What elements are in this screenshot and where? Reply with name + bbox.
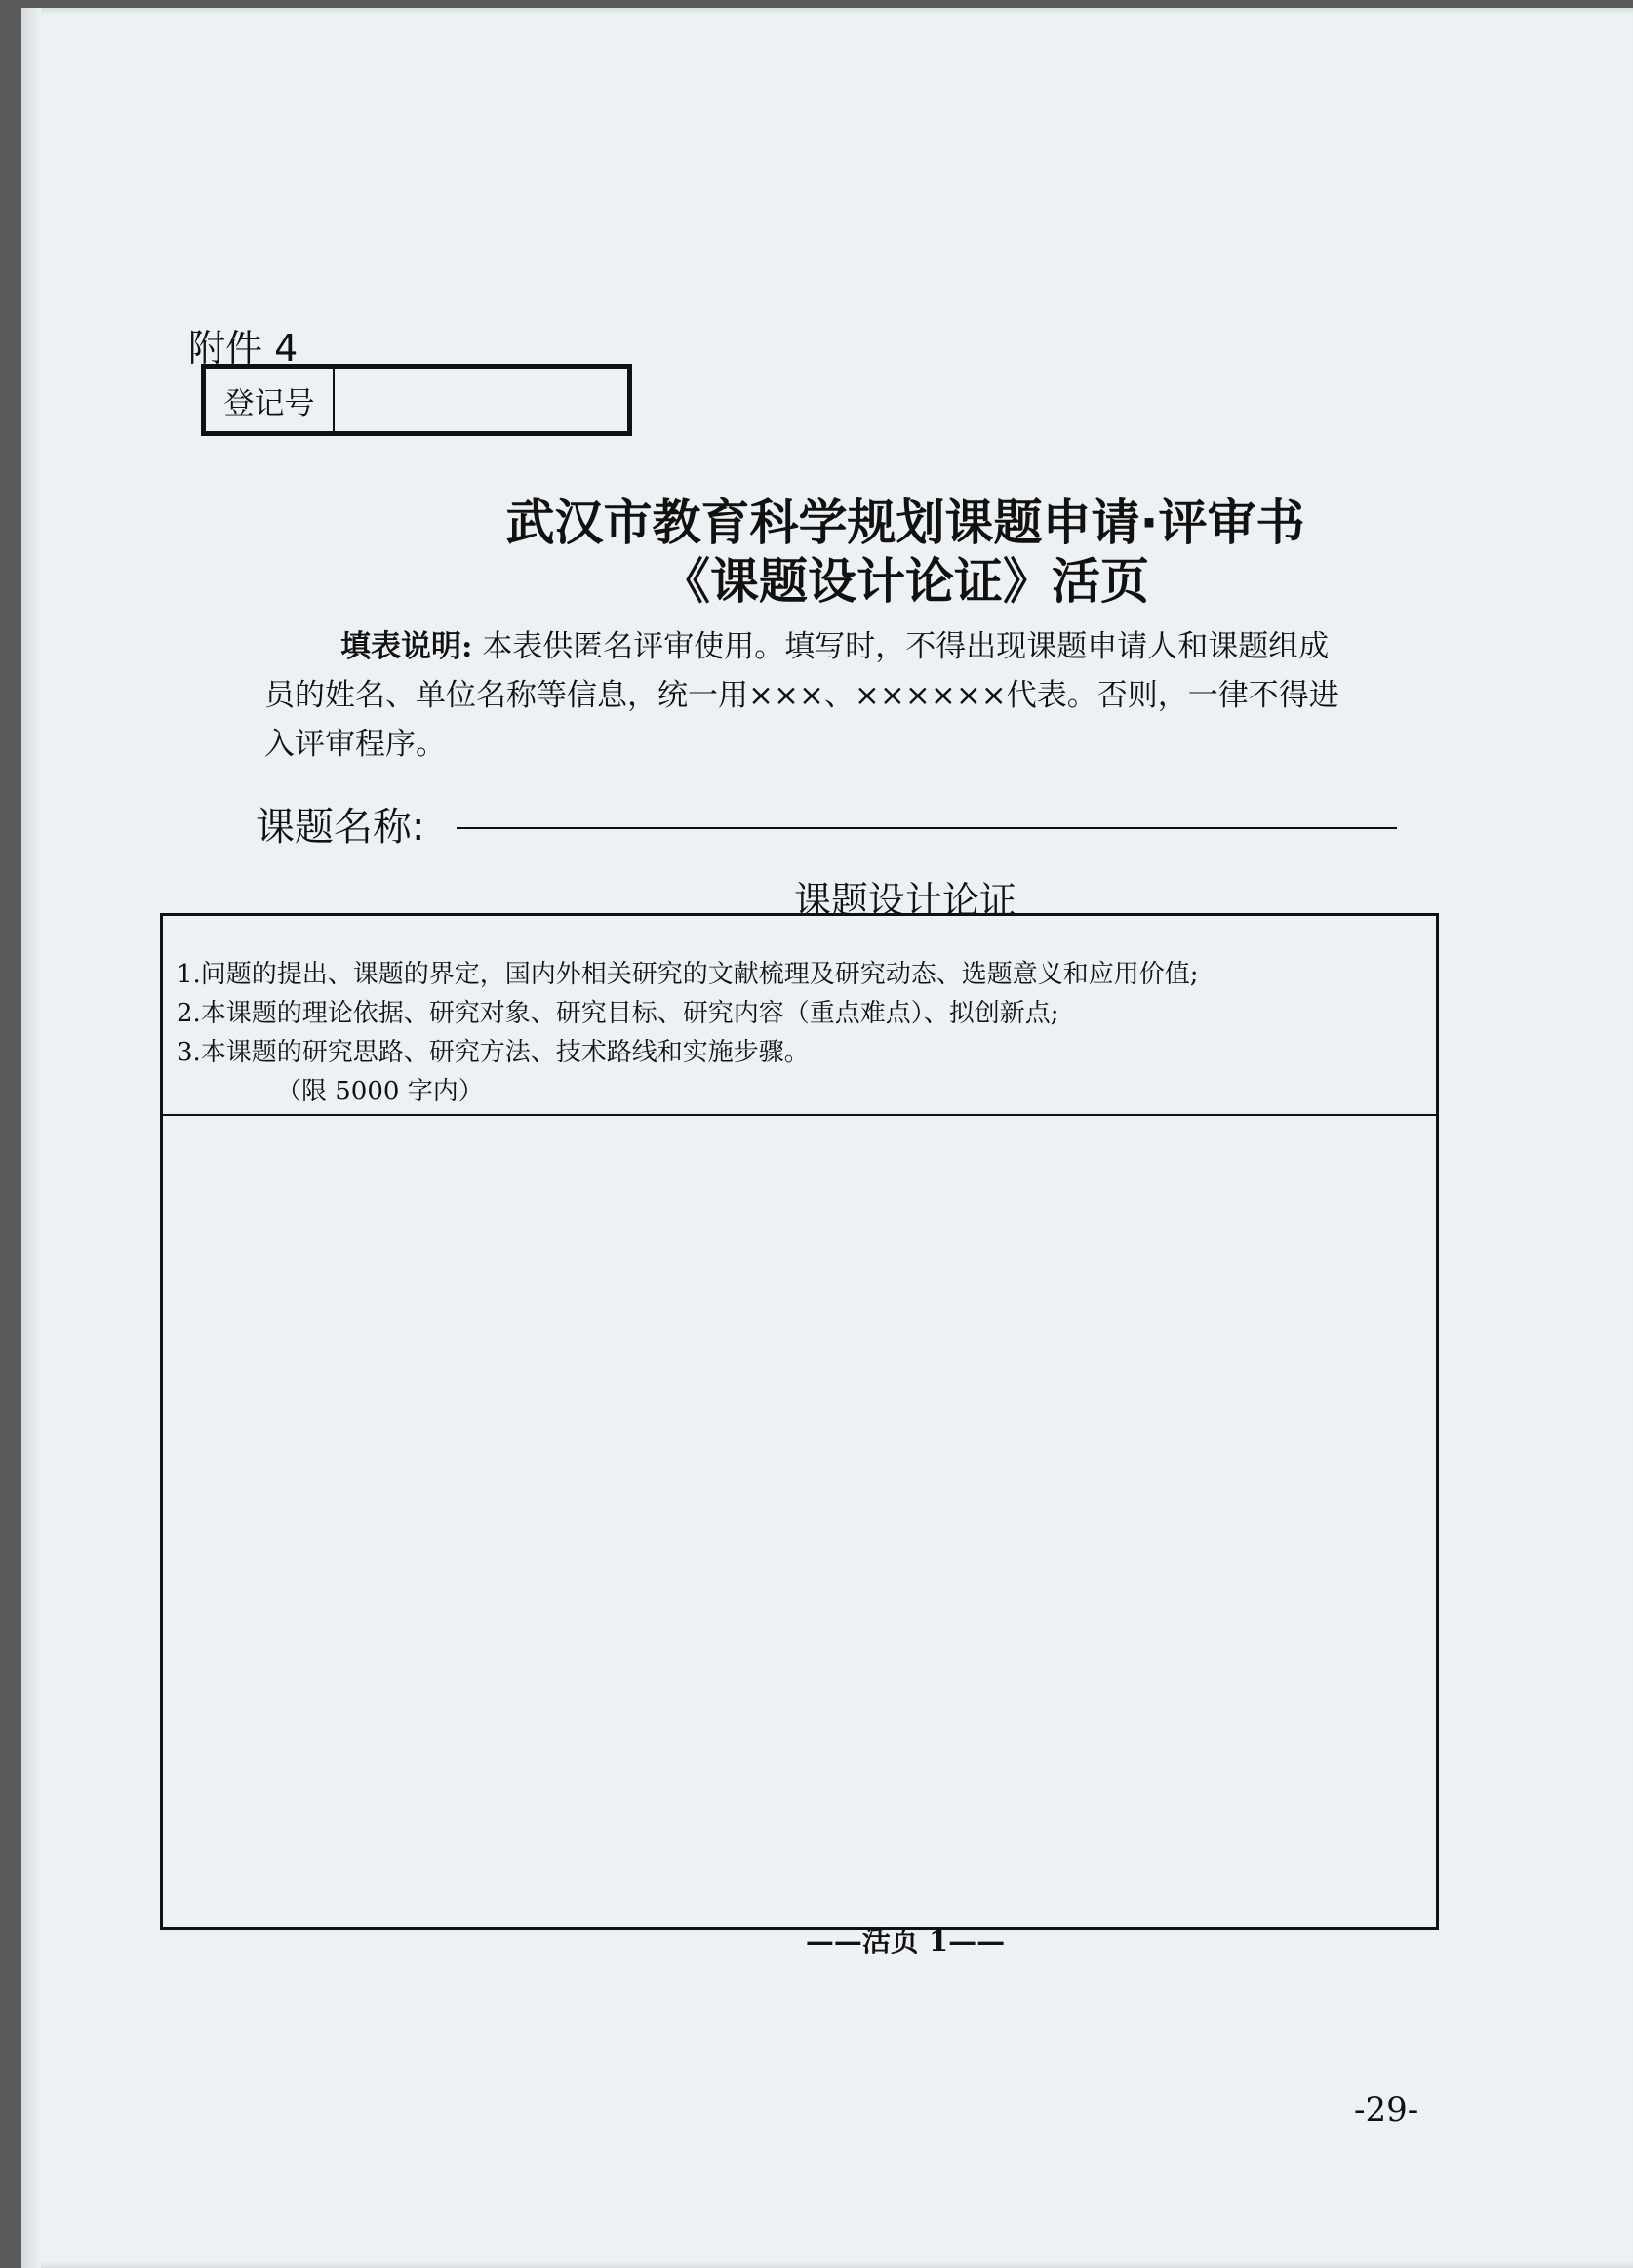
page-number: -29-: [1354, 2090, 1419, 2129]
document-page: [21, 8, 1633, 2268]
design-argument-table: [160, 913, 1439, 1930]
registration-box: [201, 364, 632, 436]
instructions-text: 本表供匿名评审使用。填写时，不得出现课题申请人和课题组成员的姓名、单位名称等信息，统一用×××、××××××代表。否则，一律不得进入评审程序。: [264, 629, 1339, 762]
fill-instructions: [264, 622, 1357, 769]
topic-name-field[interactable]: [457, 827, 1397, 829]
document-title: 武汉市教育科学规划课题申请·评审书: [505, 495, 1305, 551]
word-limit: （限 5000 字内）: [276, 1077, 484, 1106]
content-area[interactable]: [163, 1116, 1436, 1926]
registration-field[interactable]: [335, 369, 627, 431]
attachment-label: 附件 4: [188, 327, 299, 370]
instruction-item: 3.本课题的研究思路、研究方法、技术路线和实施步骤。: [177, 1038, 810, 1067]
page-mark: ——活页 1——: [805, 1925, 1006, 1958]
form-instructions: [163, 916, 1436, 1116]
section-title: 课题设计论证: [793, 879, 1016, 922]
instruction-item: 2.本课题的理论依据、研究对象、研究目标、研究内容（重点难点）、拟创新点;: [177, 999, 1059, 1028]
topic-name-label: 课题名称:: [256, 805, 425, 850]
instruction-item: 1.问题的提出、课题的界定，国内外相关研究的文献梳理及研究动态、选题意义和应用价值;: [177, 960, 1199, 989]
registration-label: 登记号: [206, 369, 335, 431]
instructions-label: 填表说明:: [340, 629, 473, 664]
document-subtitle: 《课题设计论证》活页: [661, 553, 1149, 610]
